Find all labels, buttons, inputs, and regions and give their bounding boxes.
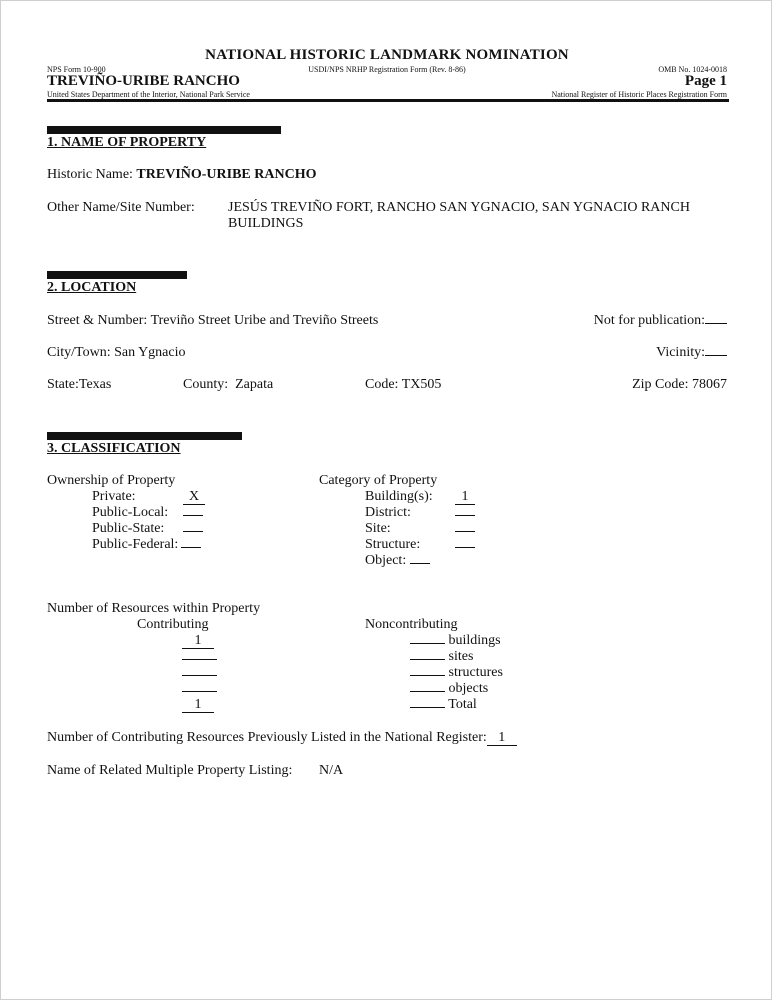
noncontributing-structures	[410, 675, 445, 676]
ownership-label: Ownership of Property	[47, 473, 176, 488]
other-name-label: Other Name/Site Number:	[47, 200, 195, 215]
property-name-header: TREVIÑO-URIBE RANCHO	[47, 73, 240, 89]
register-form-line: National Register of Historic Places Registration Form	[551, 90, 727, 99]
state-label: State:	[47, 377, 79, 392]
state-field	[47, 377, 111, 393]
contributing-objects	[182, 691, 217, 692]
section-bar	[47, 271, 187, 279]
category-structure-value	[455, 547, 475, 548]
category-district-label: District:	[365, 505, 411, 520]
related-listing-label: Name of Related Multiple Property Listing:	[47, 763, 293, 778]
category-label: Category of Property	[319, 473, 438, 488]
noncontributing-sites-row	[410, 649, 473, 665]
not-for-publication	[594, 313, 727, 329]
street-row	[47, 313, 378, 329]
department-line: United States Department of the Interior, National Park Service	[47, 90, 250, 99]
category-buildings-value: 1	[455, 490, 475, 505]
resource-type-objects: objects	[448, 681, 489, 696]
ownership-public-federal-label: Public-Federal:	[92, 537, 179, 552]
city-value: San Ygnacio	[114, 345, 186, 360]
contributing-sites	[182, 659, 217, 660]
noncontributing-buildings-row	[410, 633, 501, 649]
state-value: Texas	[78, 377, 112, 392]
city-row	[47, 345, 186, 361]
not-for-publication-blank	[705, 323, 727, 324]
omb-number: OMB No. 1024-0018	[658, 65, 727, 74]
previously-listed-value: 1	[487, 731, 517, 746]
resource-type-buildings: buildings	[448, 633, 501, 648]
zip-label: Zip Code:	[632, 377, 692, 392]
contributing-structures	[182, 675, 217, 676]
resource-type-total: Total	[448, 697, 477, 712]
resource-type-sites: sites	[448, 649, 474, 664]
category-structure-label: Structure:	[365, 537, 421, 552]
section-2-heading: 2. LOCATION	[47, 280, 137, 295]
section-bar	[47, 432, 242, 440]
noncontributing-structures-row	[410, 665, 503, 681]
not-for-publication-label: Not for publication:	[593, 313, 705, 328]
vicinity-blank	[705, 355, 727, 356]
historic-name-value: TREVIÑO-URIBE RANCHO	[136, 167, 317, 182]
section-bar	[47, 126, 281, 134]
category-district-value	[455, 515, 475, 516]
related-listing-value: N/A	[319, 763, 344, 778]
vicinity-label: Vicinity:	[656, 345, 705, 360]
contributing-buildings: 1	[182, 634, 214, 649]
other-name-line-1: JESÚS TREVIÑO FORT, RANCHO SAN YGNACIO, SAN YGNACIO RANCH	[228, 200, 690, 215]
header-rule	[47, 99, 729, 102]
county-value: Zapata	[235, 377, 274, 392]
code-field	[365, 377, 441, 393]
ownership-public-state-value	[183, 531, 203, 532]
category-site-value	[455, 531, 475, 532]
category-object-value	[410, 563, 430, 564]
category-object-field	[365, 553, 430, 569]
page-number: Page 1	[684, 73, 727, 89]
historic-name-label: Historic Name:	[47, 167, 137, 182]
ownership-public-local-value	[183, 515, 203, 516]
noncontributing-buildings	[410, 643, 445, 644]
previously-listed-row	[47, 730, 517, 746]
category-object-label: Object:	[365, 553, 407, 568]
resources-label: Number of Resources within Property	[47, 601, 261, 616]
county-field	[183, 377, 273, 393]
resource-type-structures: structures	[448, 665, 503, 680]
ownership-public-federal-value	[181, 547, 201, 548]
code-label: Code:	[365, 377, 402, 392]
vicinity	[656, 345, 727, 361]
ownership-private-value: X	[183, 490, 205, 505]
street-value: Treviño Street Uribe and Treviño Streets	[150, 313, 379, 328]
form-number: NPS Form 10-900	[47, 65, 106, 74]
noncontributing-sites	[410, 659, 445, 660]
previously-listed-label: Number of Contributing Resources Previously Listed in the National Register:	[47, 730, 487, 745]
street-label: Street & Number:	[47, 313, 151, 328]
form-title: NATIONAL HISTORIC LANDMARK NOMINATION	[205, 47, 569, 63]
county-label: County:	[183, 377, 236, 392]
section-3-heading: 3. CLASSIFICATION	[47, 441, 181, 456]
code-value: TX505	[401, 377, 442, 392]
ownership-public-state-label: Public-State:	[92, 521, 165, 536]
noncontributing-total-row	[410, 697, 477, 713]
noncontributing-total	[410, 707, 445, 708]
zip-value: 78067	[692, 377, 727, 392]
historic-name-row	[47, 167, 317, 183]
ownership-private-label: Private:	[92, 489, 136, 504]
city-label: City/Town:	[47, 345, 115, 360]
noncontributing-label: Noncontributing	[365, 617, 458, 632]
noncontributing-objects	[410, 691, 445, 692]
contributing-total: 1	[182, 698, 214, 713]
usdi-form-revision: USDI/NPS NRHP Registration Form (Rev. 8-86)	[308, 65, 466, 74]
ownership-public-local-label: Public-Local:	[92, 505, 169, 520]
category-site-label: Site:	[365, 521, 391, 536]
zip-field	[632, 377, 727, 393]
contributing-label: Contributing	[137, 617, 209, 632]
noncontributing-objects-row	[410, 681, 488, 697]
section-1-heading: 1. NAME OF PROPERTY	[47, 135, 207, 150]
other-name-line-2: BUILDINGS	[228, 216, 304, 231]
category-buildings-label: Building(s):	[365, 489, 433, 504]
